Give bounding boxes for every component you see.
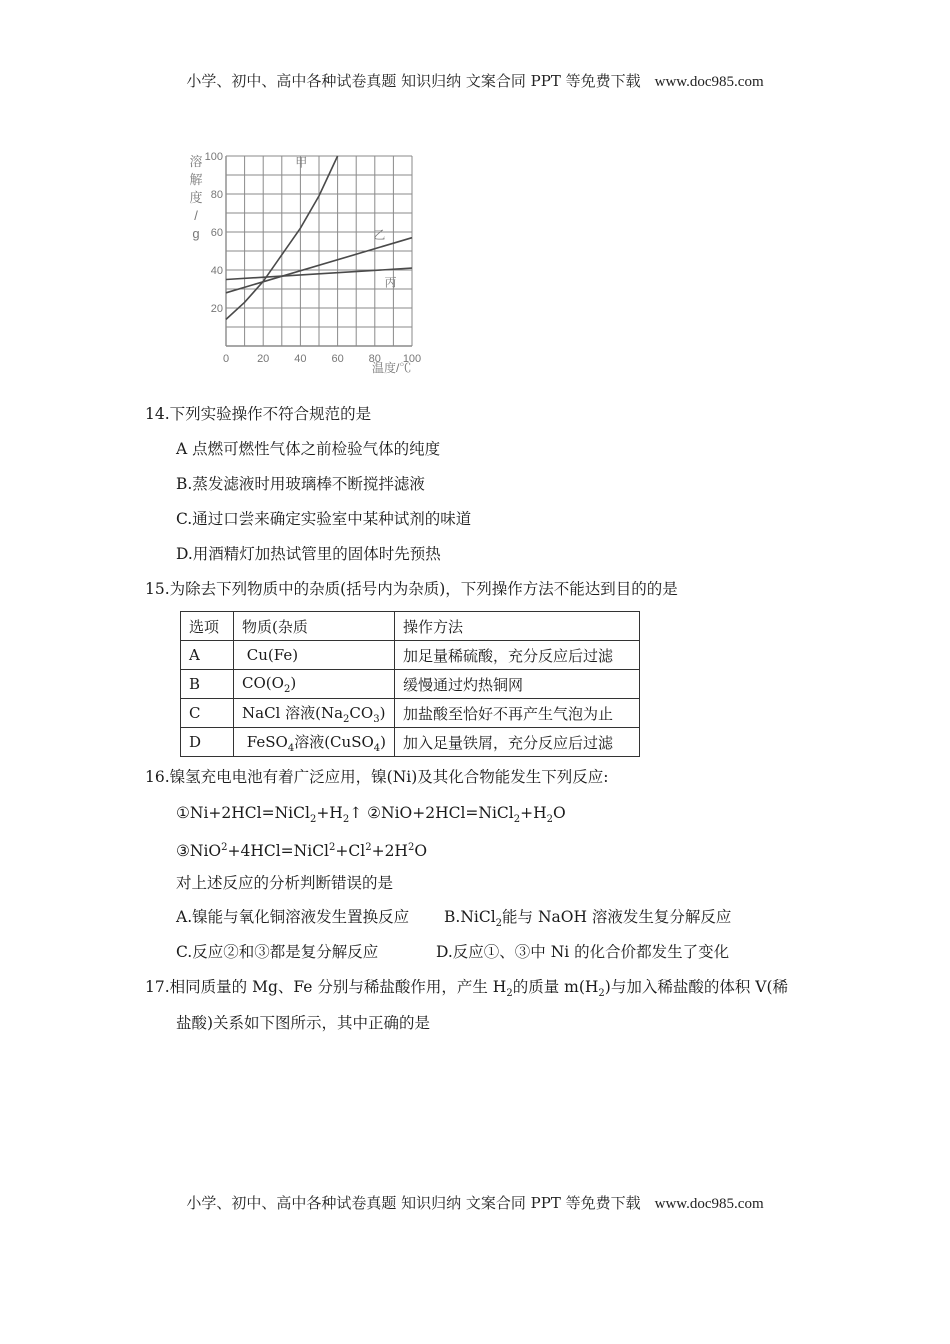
q16-option-d: D.反应①、③中 Ni 的化合价都发生了变化: [436, 943, 730, 961]
y-label-char: 度: [189, 190, 203, 205]
row-option: A: [181, 641, 234, 670]
q14-stem: 14.下列实验操作不符合规范的是: [145, 405, 372, 423]
row-substance: [234, 699, 395, 728]
q14-option-a: A 点燃可燃性气体之前检验气体的纯度: [176, 440, 441, 458]
header-option: 选项: [181, 612, 234, 641]
q17-stem-line2: 盐酸)关系如下图所示，其中正确的是: [176, 1014, 431, 1032]
chart-grid: [226, 156, 412, 346]
footer-text: 小学、初中、高中各种试卷真题 知识归纳 文案合同 PPT 等免费下载: [186, 1194, 641, 1212]
page-footer: [0, 1192, 950, 1213]
footer-site: www.doc985.com: [654, 1196, 764, 1212]
y-tick-labels: [205, 151, 223, 315]
substance-text: ): [380, 732, 387, 751]
page-header: [0, 70, 950, 91]
q16-prompt: 对上述反应的分析判断错误的是: [176, 874, 394, 892]
row-option: B: [181, 670, 234, 699]
x-tick-label: 40: [294, 353, 307, 365]
subscript: 2: [283, 683, 291, 695]
substance-text: 溶液(CuSO: [294, 732, 374, 751]
y-tick-label: 40: [210, 265, 223, 277]
substance-text: NaCl 溶液(Na: [242, 703, 344, 722]
row-option: C: [181, 699, 234, 728]
table-header-row: [181, 612, 640, 641]
header-site: www.doc985.com: [654, 74, 764, 90]
row-method: 加盐酸至恰好不再产生气泡为止: [395, 699, 640, 728]
substance-text: CO: [349, 703, 374, 722]
subscript: 4: [373, 742, 381, 754]
y-label-char: g: [192, 226, 200, 241]
row-substance: [234, 670, 395, 699]
x-tick-label: 20: [257, 353, 270, 365]
row-method: 加足量稀硫酸，充分反应后过滤: [395, 641, 640, 670]
header-method: 操作方法: [395, 612, 640, 641]
q16-option-a: A.镍能与氧化铜溶液发生置换反应: [176, 908, 410, 926]
row-substance: [234, 728, 395, 757]
y-label-char: 解: [189, 172, 203, 187]
subscript: 3: [373, 713, 380, 725]
q16-option-b: B.NiCl$_2$能与 NaOH 溶液发生复分解反应: [444, 908, 732, 930]
x-tick-label: 0: [222, 353, 230, 365]
y-axis-label: [189, 154, 202, 241]
y-tick-label: 100: [204, 151, 223, 163]
substance-text: CO(O: [242, 673, 284, 692]
table-row: [181, 641, 640, 670]
q16-reaction-3: $③NiO^2+4HCl=NiCl^2+Cl^2+2H^2O$: [176, 842, 428, 861]
q16-option-c: C.反应②和③都是复分解反应: [176, 943, 379, 961]
q17-stem-line1: 17.相同质量的 Mg、Fe 分别与稀盐酸作用，产生 $H_2$的质量 $m(H_2)$与加入稀盐酸的体积 V(稀: [145, 978, 788, 1000]
substance-text: ): [290, 673, 297, 692]
q16-stem: 16.镍氢充电电池有着广泛应用，镍(Ni)及其化合物能发生下列反应:: [145, 768, 609, 786]
header-substance: 物质(杂质: [234, 612, 395, 641]
table-row: [181, 670, 640, 699]
y-label-char: 溶: [189, 154, 203, 169]
series-label: 乙: [373, 227, 386, 242]
q15-stem: 15.为除去下列物质中的杂质(括号内为杂质)，下列操作方法不能达到目的的是: [145, 580, 678, 598]
row-substance: [234, 641, 395, 670]
table-row: [181, 699, 640, 728]
y-tick-label: 20: [210, 303, 223, 315]
x-tick-label: 100: [402, 353, 422, 365]
solubility-chart: [180, 140, 440, 380]
subscript: 2: [343, 713, 350, 725]
q14-option-c: C.通过口尝来确定实验室中某种试剂的味道: [176, 510, 472, 528]
substance-text: ): [379, 703, 386, 722]
row-method: 加入足量铁屑，充分反应后过滤: [395, 728, 640, 757]
subscript: 4: [287, 742, 295, 754]
q14-option-d: D.用酒精灯加热试管里的固体时先预热: [176, 545, 441, 563]
series-label: 甲: [295, 155, 308, 170]
q16-reactions-1-2: $①Ni+2HCl=NiCl_2+H_2↑$ $②NiO+2HCl=NiCl_2+H_2O$: [176, 804, 566, 826]
row-option: D: [181, 728, 234, 757]
x-tick-label: 80: [368, 353, 381, 365]
series-label: 丙: [384, 275, 397, 290]
q14-option-b: B.蒸发滤液时用玻璃棒不断搅拌滤液: [176, 475, 425, 493]
table-row: [181, 728, 640, 757]
y-tick-label: 80: [210, 189, 223, 201]
x-tick-label: 60: [331, 353, 344, 365]
row-method: 缓慢通过灼热铜网: [395, 670, 640, 699]
header-text: 小学、初中、高中各种试卷真题 知识归纳 文案合同 PPT 等免费下载: [186, 72, 641, 90]
x-axis-label: 温度/℃: [372, 361, 412, 375]
y-tick-label: 60: [210, 227, 223, 239]
substance-text: FeSO: [246, 732, 288, 751]
q15-table: [180, 611, 640, 757]
substance-text: Cu(Fe): [246, 646, 299, 664]
y-label-char: /: [194, 208, 198, 223]
